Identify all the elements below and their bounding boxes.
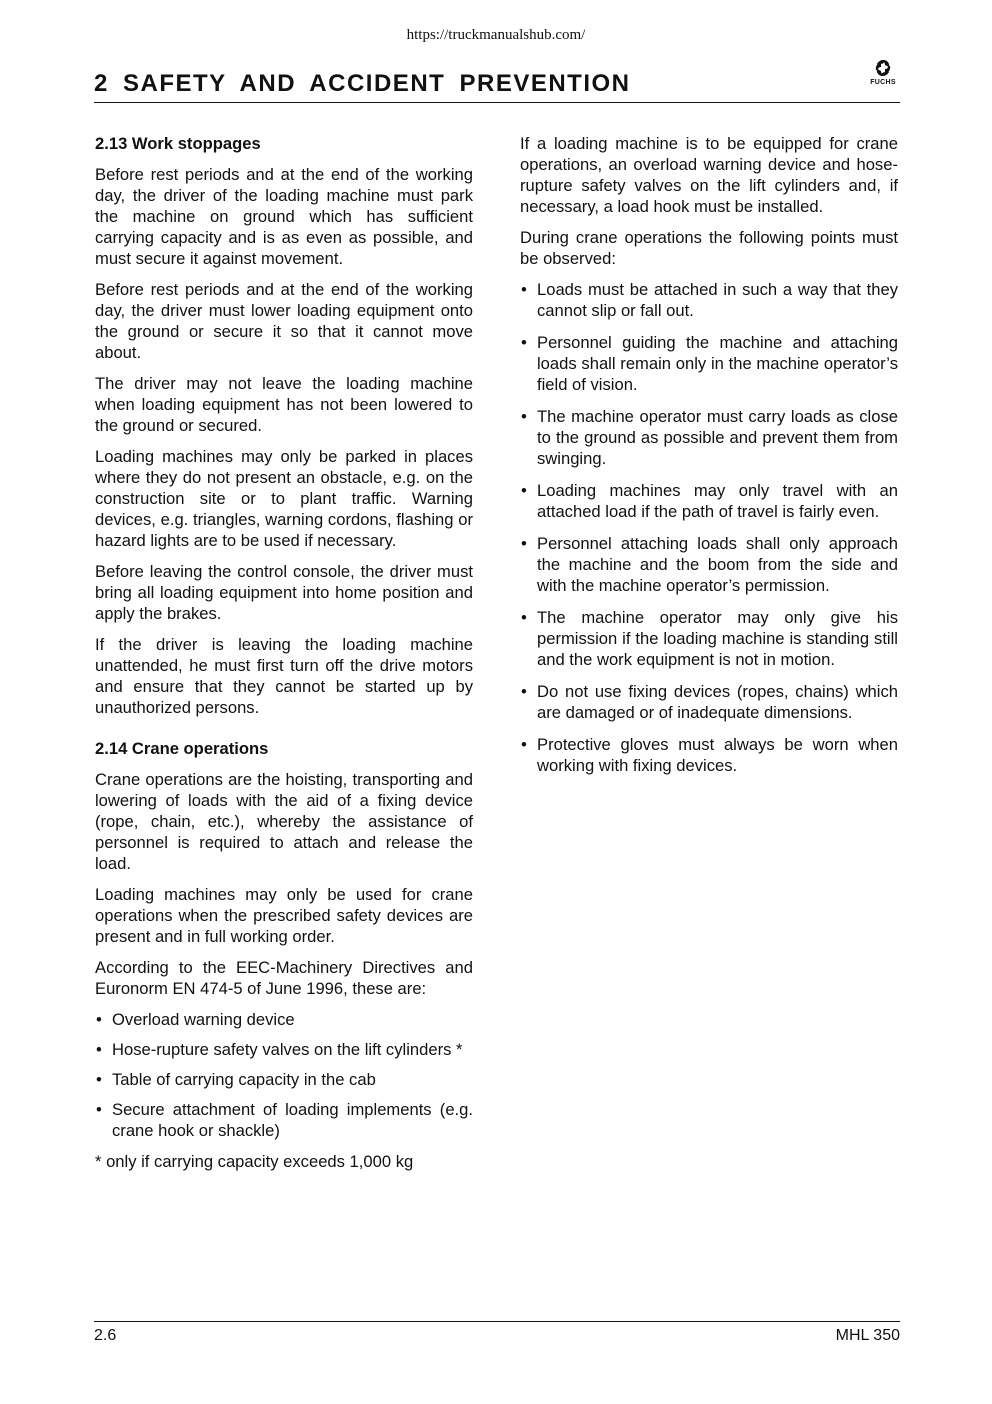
bullet-icon: • [96, 1040, 102, 1059]
list-item-text: The machine operator must carry loads as close to the ground as possible and prevent them from swinging. [537, 407, 898, 468]
bullet-list [95, 1009, 473, 1141]
list-item [95, 1069, 473, 1090]
bullet-icon: • [96, 1100, 102, 1119]
page-number: 2.6 [94, 1327, 117, 1344]
bullet-icon: • [521, 481, 527, 500]
list-item [95, 1039, 473, 1060]
list-item [520, 607, 898, 670]
footnote: * only if carrying capacity exceeds 1,000 kg [95, 1152, 414, 1171]
bullet-icon: • [521, 333, 527, 352]
bullet-icon: • [521, 534, 527, 553]
bullet-icon: • [521, 407, 527, 426]
list-item-text: Do not use fixing devices (ropes, chains) which are damaged or of inadequate dimensions. [537, 682, 898, 722]
paragraph: If a loading machine is to be equipped for crane operations, an overload warning device and hose-rupture safety valves on the lift cylinders and, if necessary, a load hook must be installed. [520, 134, 898, 216]
bullet-icon: • [521, 608, 527, 627]
chapter-title: 2 SAFETY AND ACCIDENT PREVENTION [94, 70, 631, 97]
logo-text: FUCHS [870, 79, 896, 86]
list-item [520, 279, 898, 321]
list-item [520, 332, 898, 395]
list-item [520, 480, 898, 522]
bullet-icon: • [96, 1010, 102, 1029]
paragraph: According to the EEC-Machinery Directives and Euronorm EN 474-5 of June 1996, these are: [95, 958, 473, 998]
page-header [94, 66, 900, 103]
fuchs-logo [866, 58, 900, 94]
bullet-icon: • [521, 735, 527, 754]
paragraph: Crane operations are the hoisting, transporting and lowering of loads with the aid of a fixing device (rope, chain, etc.), whereby the assistance of personnel is required to attach and release the load. [95, 770, 473, 873]
paragraph: Loading machines may only be used for crane operations when the prescribed safety devices are present and in full working order. [95, 885, 473, 946]
paragraph: If the driver is leaving the loading machine unattended, he must first turn off the drive motors and ensure that they cannot be started up by unauthorized persons. [95, 635, 473, 717]
list-item-text: Loading machines may only travel with an attached load if the path of travel is fairly even. [537, 481, 898, 521]
list-item [520, 734, 898, 776]
fuchs-logo-icon [872, 58, 894, 78]
list-item [95, 1099, 473, 1141]
paragraph: Before rest periods and at the end of the working day, the driver of the loading machine must park the machine on ground which has sufficient carrying capacity and is as even as possible, and must secure it against movement. [95, 165, 473, 268]
list-item-text: Personnel attaching loads shall only approach the machine and the boom from the side and with the machine operator’s permission. [537, 534, 898, 595]
left-column [95, 133, 473, 1182]
list-item-text: Hose-rupture safety valves on the lift cylinders * [112, 1040, 463, 1059]
bullet-icon: • [521, 280, 527, 299]
list-item [95, 1009, 473, 1030]
list-item-text: Overload warning device [112, 1010, 295, 1029]
section-heading-2-13: 2.13 Work stoppages [95, 134, 261, 153]
list-item-text: Loads must be attached in such a way that they cannot slip or fall out. [537, 280, 898, 320]
paragraph: Before leaving the control console, the driver must bring all loading equipment into home position and apply the brakes. [95, 562, 473, 623]
page-footer [94, 1321, 900, 1344]
bullet-list [520, 279, 898, 776]
bullet-icon: • [96, 1070, 102, 1089]
list-item [520, 681, 898, 723]
bullet-icon: • [521, 682, 527, 701]
right-column [520, 133, 898, 787]
paragraph: The driver may not leave the loading machine when loading equipment has not been lowered to the ground or secured. [95, 374, 473, 435]
list-item-text: The machine operator may only give his permission if the loading machine is standing still and the work equipment is not in motion. [537, 608, 898, 669]
paragraph: Loading machines may only be parked in places where they do not present an obstacle, e.g. on the construction site or to plant traffic. Warning devices, e.g. triangles, warning cordons, flashing or hazard lights are to be used if necessary. [95, 447, 473, 550]
list-item-text: Table of carrying capacity in the cab [112, 1070, 376, 1089]
list-item [520, 533, 898, 596]
list-item [520, 406, 898, 469]
list-item-text: Personnel guiding the machine and attaching loads shall remain only in the machine operator’s field of vision. [537, 333, 898, 394]
list-item-text: Protective gloves must always be worn when working with fixing devices. [537, 735, 898, 775]
paragraph: Before rest periods and at the end of the working day, the driver must lower loading equipment onto the ground or secure it so that it cannot move about. [95, 280, 473, 362]
model-name: MHL 350 [835, 1327, 900, 1344]
source-url: https://truckmanualshub.com/ [406, 27, 586, 43]
paragraph: During crane operations the following points must be observed: [520, 228, 898, 268]
section-heading-2-14: 2.14 Crane operations [95, 739, 269, 758]
list-item-text: Secure attachment of loading implements (e.g. crane hook or shackle) [112, 1100, 473, 1140]
